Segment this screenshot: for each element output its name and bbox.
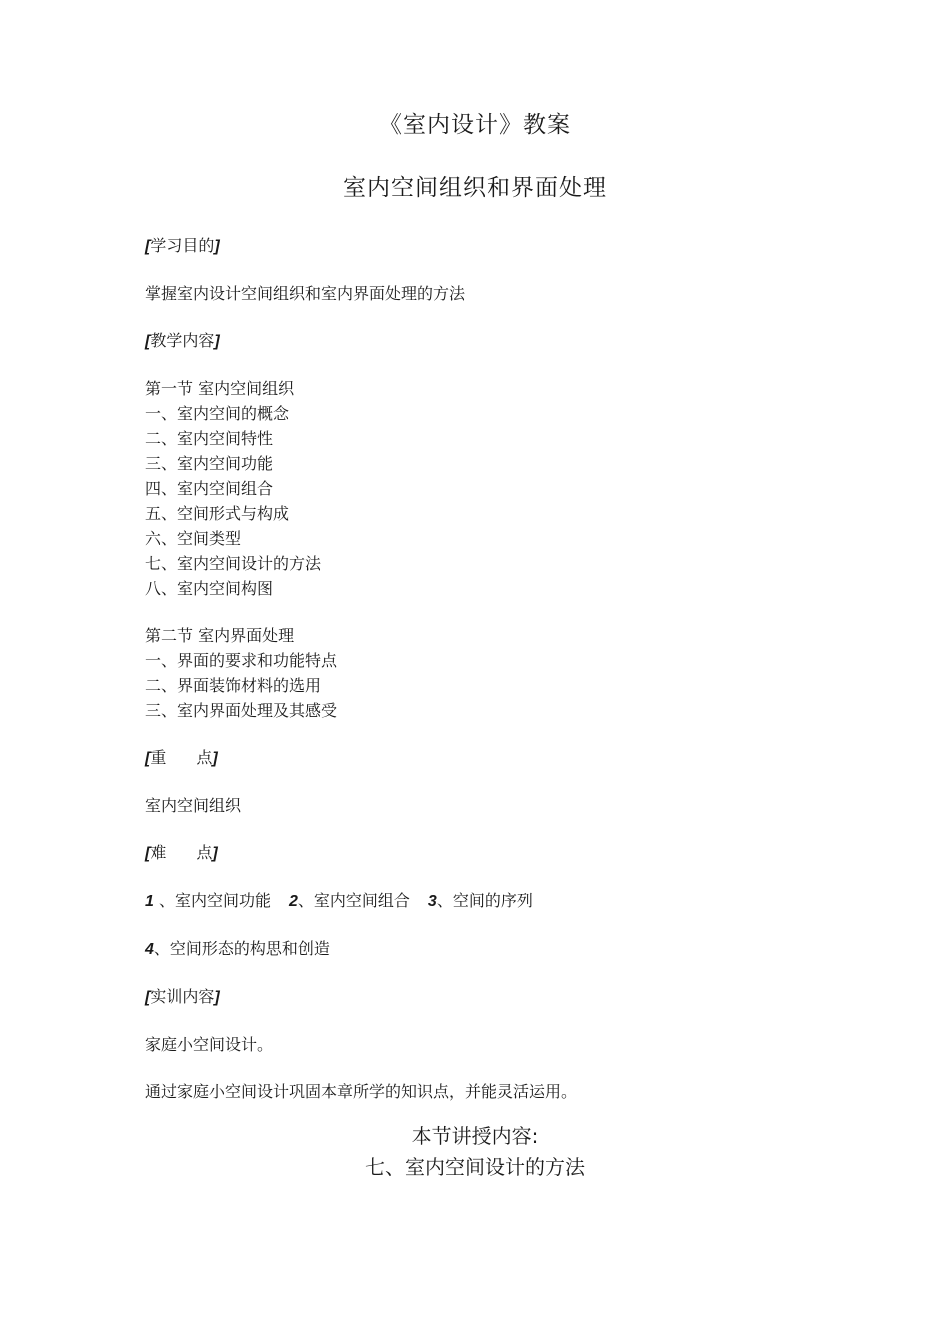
list-item: 三、室内空间功能: [145, 454, 274, 473]
bracket-open: [: [145, 989, 151, 1006]
part1-heading: 第一节 室内空间组织: [145, 379, 295, 398]
content-label: 教学内容: [150, 331, 215, 350]
difficulty-heading: [145, 840, 845, 866]
list-item: 五、空间形式与构成: [145, 504, 290, 523]
difficulty-item: 、室内空间功能: [153, 891, 271, 910]
difficulty-list-line-1: [145, 888, 845, 914]
document-title: 《室内设计》教案: [379, 112, 571, 138]
bracket-open: [: [145, 238, 151, 255]
list-item: 二、界面装饰材料的选用: [145, 676, 322, 695]
lesson-plan-body: [145, 233, 845, 1104]
objective-text: 掌握室内设计空间组织和室内界面处理的方法: [145, 284, 466, 303]
content-heading: [145, 328, 845, 354]
list-item: 四、室内空间组合: [145, 479, 274, 498]
bracket-close: ]: [212, 750, 218, 767]
bracket-close: ]: [214, 238, 220, 255]
difficulty-item: 、室内空间组合: [297, 891, 410, 910]
list-item: 二、室内空间特性: [145, 429, 274, 448]
bracket-open: [: [145, 333, 151, 350]
list-item: 一、界面的要求和功能特点: [145, 651, 338, 670]
list-item: 八、室内空间构图: [145, 579, 274, 598]
difficulty-label-a: 难: [150, 843, 167, 862]
item-number: 3: [427, 893, 437, 910]
bracket-open: [: [145, 750, 151, 767]
lecture-topic: [0, 1121, 950, 1183]
practice-heading: [145, 984, 845, 1010]
bracket-close: ]: [214, 989, 220, 1006]
objective-label: 学习目的: [150, 236, 215, 255]
list-item: 七、室内空间设计的方法: [145, 554, 322, 573]
practice-text-1: 家庭小空间设计。: [145, 1035, 274, 1054]
item-number: 4: [145, 941, 154, 958]
bracket-close: ]: [214, 333, 220, 350]
list-item: 六、空间类型: [145, 529, 242, 548]
item-number: 2: [289, 893, 298, 910]
bracket-open: [: [145, 845, 151, 862]
difficulty-item: 、空间的序列: [436, 891, 533, 910]
bracket-close: ]: [212, 845, 218, 862]
difficulty-item: 、空间形态的构思和创造: [153, 939, 330, 958]
item-number: 1: [145, 893, 154, 910]
key-point-text: 室内空间组织: [145, 796, 242, 815]
key-point-label-b: 点: [196, 748, 213, 767]
practice-text-2: 通过家庭小空间设计巩固本章所学的知识点，并能灵活运用。: [145, 1082, 578, 1101]
practice-label: 实训内容: [150, 987, 215, 1006]
list-item: 一、室内空间的概念: [145, 404, 290, 423]
part2-heading: 第二节 室内界面处理: [145, 626, 295, 645]
difficulty-list-line-2: [145, 936, 845, 962]
lecture-topic-item: 七、室内空间设计的方法: [365, 1155, 585, 1179]
list-item: 三、室内界面处理及其感受: [145, 701, 338, 720]
key-point-label-a: 重: [150, 748, 167, 767]
key-point-heading: [145, 745, 845, 771]
objective-heading: [145, 233, 845, 259]
chapter-title: 室内空间组织和界面处理: [343, 175, 607, 201]
lecture-topic-heading: 本节讲授内容:: [411, 1124, 539, 1148]
difficulty-label-b: 点: [196, 843, 213, 862]
